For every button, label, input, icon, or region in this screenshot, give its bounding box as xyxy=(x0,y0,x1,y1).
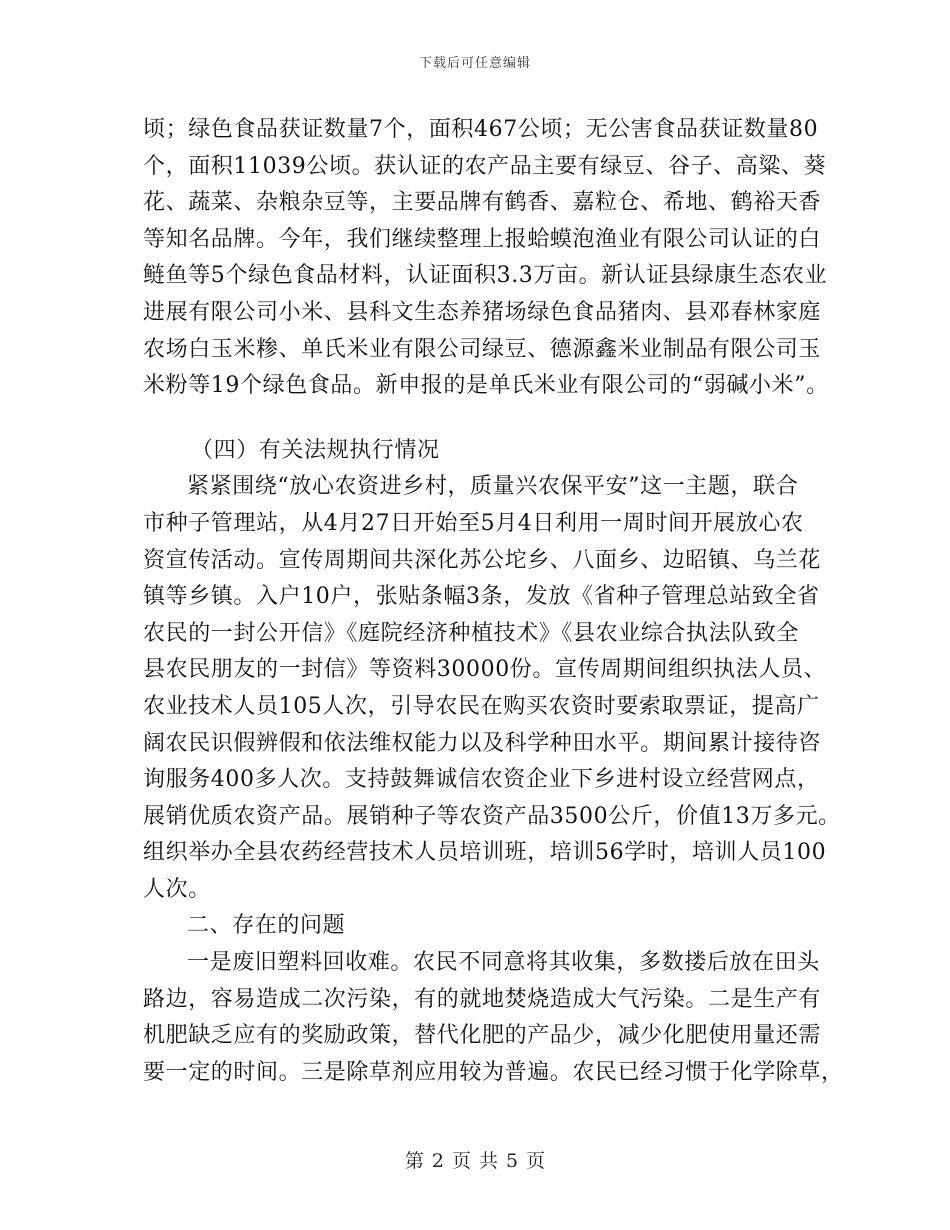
page-footer xyxy=(0,1146,950,1173)
section-heading-problems: 二、存在的问题 xyxy=(187,913,346,939)
footer-label-unit: 页 xyxy=(451,1150,471,1172)
text-line: 询服务400多人次。支持鼓舞诚信农资企业下乡进村设立经营网点， xyxy=(143,767,820,793)
page-header-note: 下载后可任意编辑 xyxy=(418,56,531,71)
text-line: 农民的一封公开信》《庭院经济种植技术》《县农业综合执法队致全 xyxy=(143,620,800,646)
text-line: 组织举办全县农药经营技术人员培训班，培训56学时，培训人员100 xyxy=(143,840,827,866)
document-body xyxy=(143,112,844,1091)
paragraph-green-food xyxy=(143,112,829,405)
text-line: 机肥缺乏应有的奖励政策，替代化肥的产品少，减少化肥使用量还需 xyxy=(143,1023,822,1049)
text-line: 路边，容易造成二次污染，有的就地焚烧造成大气污染。二是生产有 xyxy=(143,986,822,1012)
text-line: 人次。 xyxy=(143,876,211,902)
text-line: 鲢鱼等5个绿色食品材料，认证面积3.3万亩。新认证县绿康生态农业 xyxy=(143,263,828,289)
text-line: 等知名品牌。今年，我们继续整理上报蛤蟆泡渔业有限公司认证的白 xyxy=(143,226,822,252)
text-line: 阔农民识假辨假和依法维权能力以及科学种田水平。期间累计接待咨 xyxy=(143,730,822,756)
section-heading-regulations: （四）有关法规执行情况 xyxy=(191,437,440,463)
text-line: 顷；绿色食品获证数量7个，面积467公顷；无公害食品获证数量80 xyxy=(143,117,819,142)
text-line: 要一定的时间。三是除草剂应用较为普遍。农民已经习惯于化学除草， xyxy=(143,1059,844,1085)
text-line: 花、蔬菜、杂粮杂豆等，主要品牌有鹤香、嘉粒仓、希地、鹤裕天香 xyxy=(143,190,822,216)
text-line: 农场白玉米糁、单氏米业有限公司绿豆、德源鑫米业制品有限公司玉 xyxy=(143,336,822,362)
footer-current-page: 2 xyxy=(431,1150,444,1172)
text-line: 一是废旧塑料回收难。农民不同意将其收集，多数搂后放在田头 xyxy=(187,950,820,976)
text-line: 进展有限公司小米、县科文生态养猪场绿色食品猪肉、县邓春林家庭 xyxy=(143,299,822,325)
text-line: 镇等乡镇。入户10户，张贴条幅3条，发放《省种子管理总站致全省 xyxy=(143,584,820,610)
text-line: 农业技术人员105人次，引导农民在购买农资时要索取票证，提高广 xyxy=(143,693,820,719)
footer-label-total: 共 xyxy=(479,1150,499,1172)
footer-label-page: 第 xyxy=(404,1150,424,1172)
text-line: 个，面积11039公顷。获认证的农产品主要有绿豆、谷子、高粱、葵 xyxy=(143,153,827,179)
footer-total-pages: 5 xyxy=(506,1150,519,1172)
text-line: 紧紧围绕“放心农资进乡村，质量兴农保平安”这一主题，联合 xyxy=(187,474,799,500)
paragraph-problems xyxy=(143,945,844,1091)
text-line: 展销优质农资产品。展销种子等农资产品3500公斤，价值13万多元。 xyxy=(143,803,841,829)
paragraph-gap xyxy=(143,405,823,433)
footer-label-unit2: 页 xyxy=(526,1150,546,1172)
text-line: 市种子管理站，从4月27日开始至5月4日利用一周时间开展放心农 xyxy=(143,510,804,536)
paragraph-regulations xyxy=(143,469,841,908)
text-line: 县农民朋友的一封信》等资料30000份。宣传周期间组织执法人员、 xyxy=(143,657,827,683)
text-line: 米粉等19个绿色食品。新申报的是单氏米业有限公司的“弱碱小米”。 xyxy=(143,373,829,399)
text-line: 资宣传活动。宣传周期间共深化苏公坨乡、八面乡、边昭镇、乌兰花 xyxy=(143,547,822,573)
